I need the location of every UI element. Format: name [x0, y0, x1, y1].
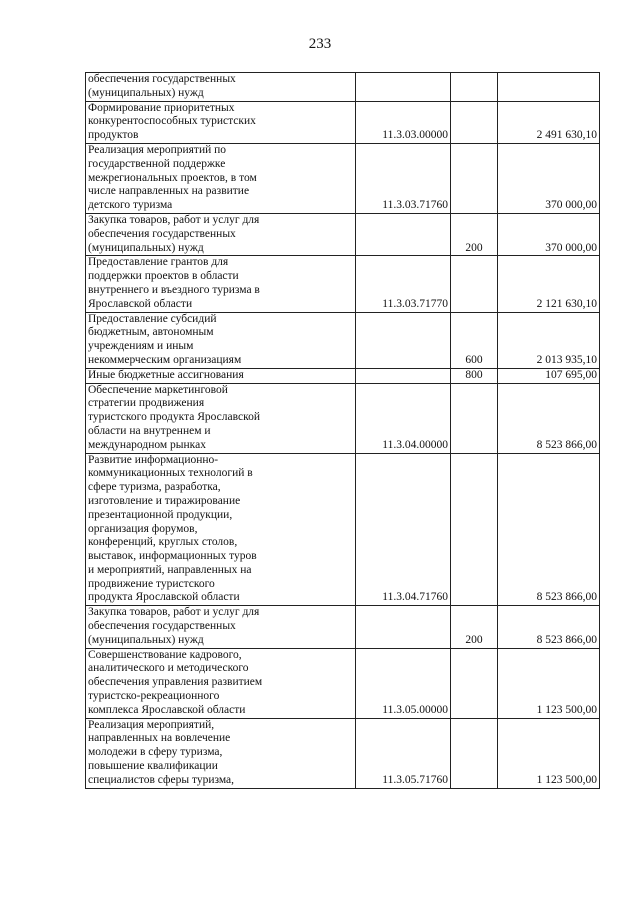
row-name: Реализация мероприятий по государственной поддержке межрегиональных проектов, в том числе направленных на развитие детского туризма — [86, 143, 356, 213]
row-expense-type — [451, 648, 498, 718]
row-code: 11.3.03.71770 — [356, 256, 451, 312]
row-expense-type: 600 — [451, 312, 498, 368]
row-sum: 2 121 630,10 — [498, 256, 600, 312]
row-sum: 8 523 866,00 — [498, 453, 600, 606]
row-sum: 1 123 500,00 — [498, 648, 600, 718]
row-name: Реализация мероприятий, направленных на вовлечение молодежи в сферу туризма, повышение квалификации специалистов сферы туризма, — [86, 718, 356, 788]
row-expense-type — [451, 718, 498, 788]
row-expense-type: 800 — [451, 368, 498, 383]
row-code — [356, 312, 451, 368]
row-code: 11.3.04.00000 — [356, 383, 451, 453]
budget-table — [85, 72, 600, 789]
page-number: 233 — [308, 36, 332, 52]
row-name: Предоставление субсидий бюджетным, автономным учреждениям и иным некоммерческим организациям — [86, 312, 356, 368]
table-row — [86, 143, 600, 213]
table-row — [86, 648, 600, 718]
row-name: Закупка товаров, работ и услуг для обеспечения государственных (муниципальных) нужд — [86, 213, 356, 255]
row-name: Совершенствование кадрового, аналитического и методического обеспечения управления развитием туристско-рекреационного комплекса Ярославской области — [86, 648, 356, 718]
table-row — [86, 101, 600, 143]
row-expense-type — [451, 256, 498, 312]
row-name: Закупка товаров, работ и услуг для обеспечения государственных (муниципальных) нужд — [86, 606, 356, 648]
row-code — [356, 73, 451, 102]
row-code: 11.3.05.00000 — [356, 648, 451, 718]
table-row — [86, 718, 600, 788]
row-expense-type: 200 — [451, 606, 498, 648]
budget-table-body — [86, 73, 600, 789]
row-name: Развитие информационно- коммуникационных технологий в сфере туризма, разработка, изготовление и тиражирование презентационной продукции, организация форумов, конференций, круглых столов, выставок, информационных туров и мероприятий, направленных на продвижение туристского продукта Ярославской области — [86, 453, 356, 606]
table-row — [86, 213, 600, 255]
row-name: Предоставление грантов для поддержки проектов в области внутреннего и въездного туризма в Ярославской области — [86, 256, 356, 312]
table-row — [86, 256, 600, 312]
row-sum — [498, 73, 600, 102]
row-code: 11.3.03.00000 — [356, 101, 451, 143]
table-row — [86, 453, 600, 606]
row-expense-type — [451, 383, 498, 453]
row-expense-type — [451, 143, 498, 213]
row-expense-type: 200 — [451, 213, 498, 255]
table-row — [86, 606, 600, 648]
row-sum: 8 523 866,00 — [498, 606, 600, 648]
row-sum: 370 000,00 — [498, 213, 600, 255]
row-sum: 370 000,00 — [498, 143, 600, 213]
row-code — [356, 368, 451, 383]
table-row — [86, 368, 600, 383]
row-sum: 2 491 630,10 — [498, 101, 600, 143]
row-expense-type — [451, 453, 498, 606]
row-name: Формирование приоритетных конкурентоспособных туристских продуктов — [86, 101, 356, 143]
table-row — [86, 73, 600, 102]
row-sum: 2 013 935,10 — [498, 312, 600, 368]
row-sum: 8 523 866,00 — [498, 383, 600, 453]
row-name: Обеспечение маркетинговой стратегии продвижения туристского продукта Ярославской области на внутреннем и международном рынках — [86, 383, 356, 453]
table-row — [86, 312, 600, 368]
row-sum: 1 123 500,00 — [498, 718, 600, 788]
row-expense-type — [451, 101, 498, 143]
row-code: 11.3.03.71760 — [356, 143, 451, 213]
row-code: 11.3.05.71760 — [356, 718, 451, 788]
row-sum: 107 695,00 — [498, 368, 600, 383]
row-code — [356, 606, 451, 648]
row-name: Иные бюджетные ассигнования — [86, 368, 356, 383]
row-name: обеспечения государственных (муниципальных) нужд — [86, 73, 356, 102]
row-expense-type — [451, 73, 498, 102]
table-row — [86, 383, 600, 453]
row-code — [356, 213, 451, 255]
row-code: 11.3.04.71760 — [356, 453, 451, 606]
